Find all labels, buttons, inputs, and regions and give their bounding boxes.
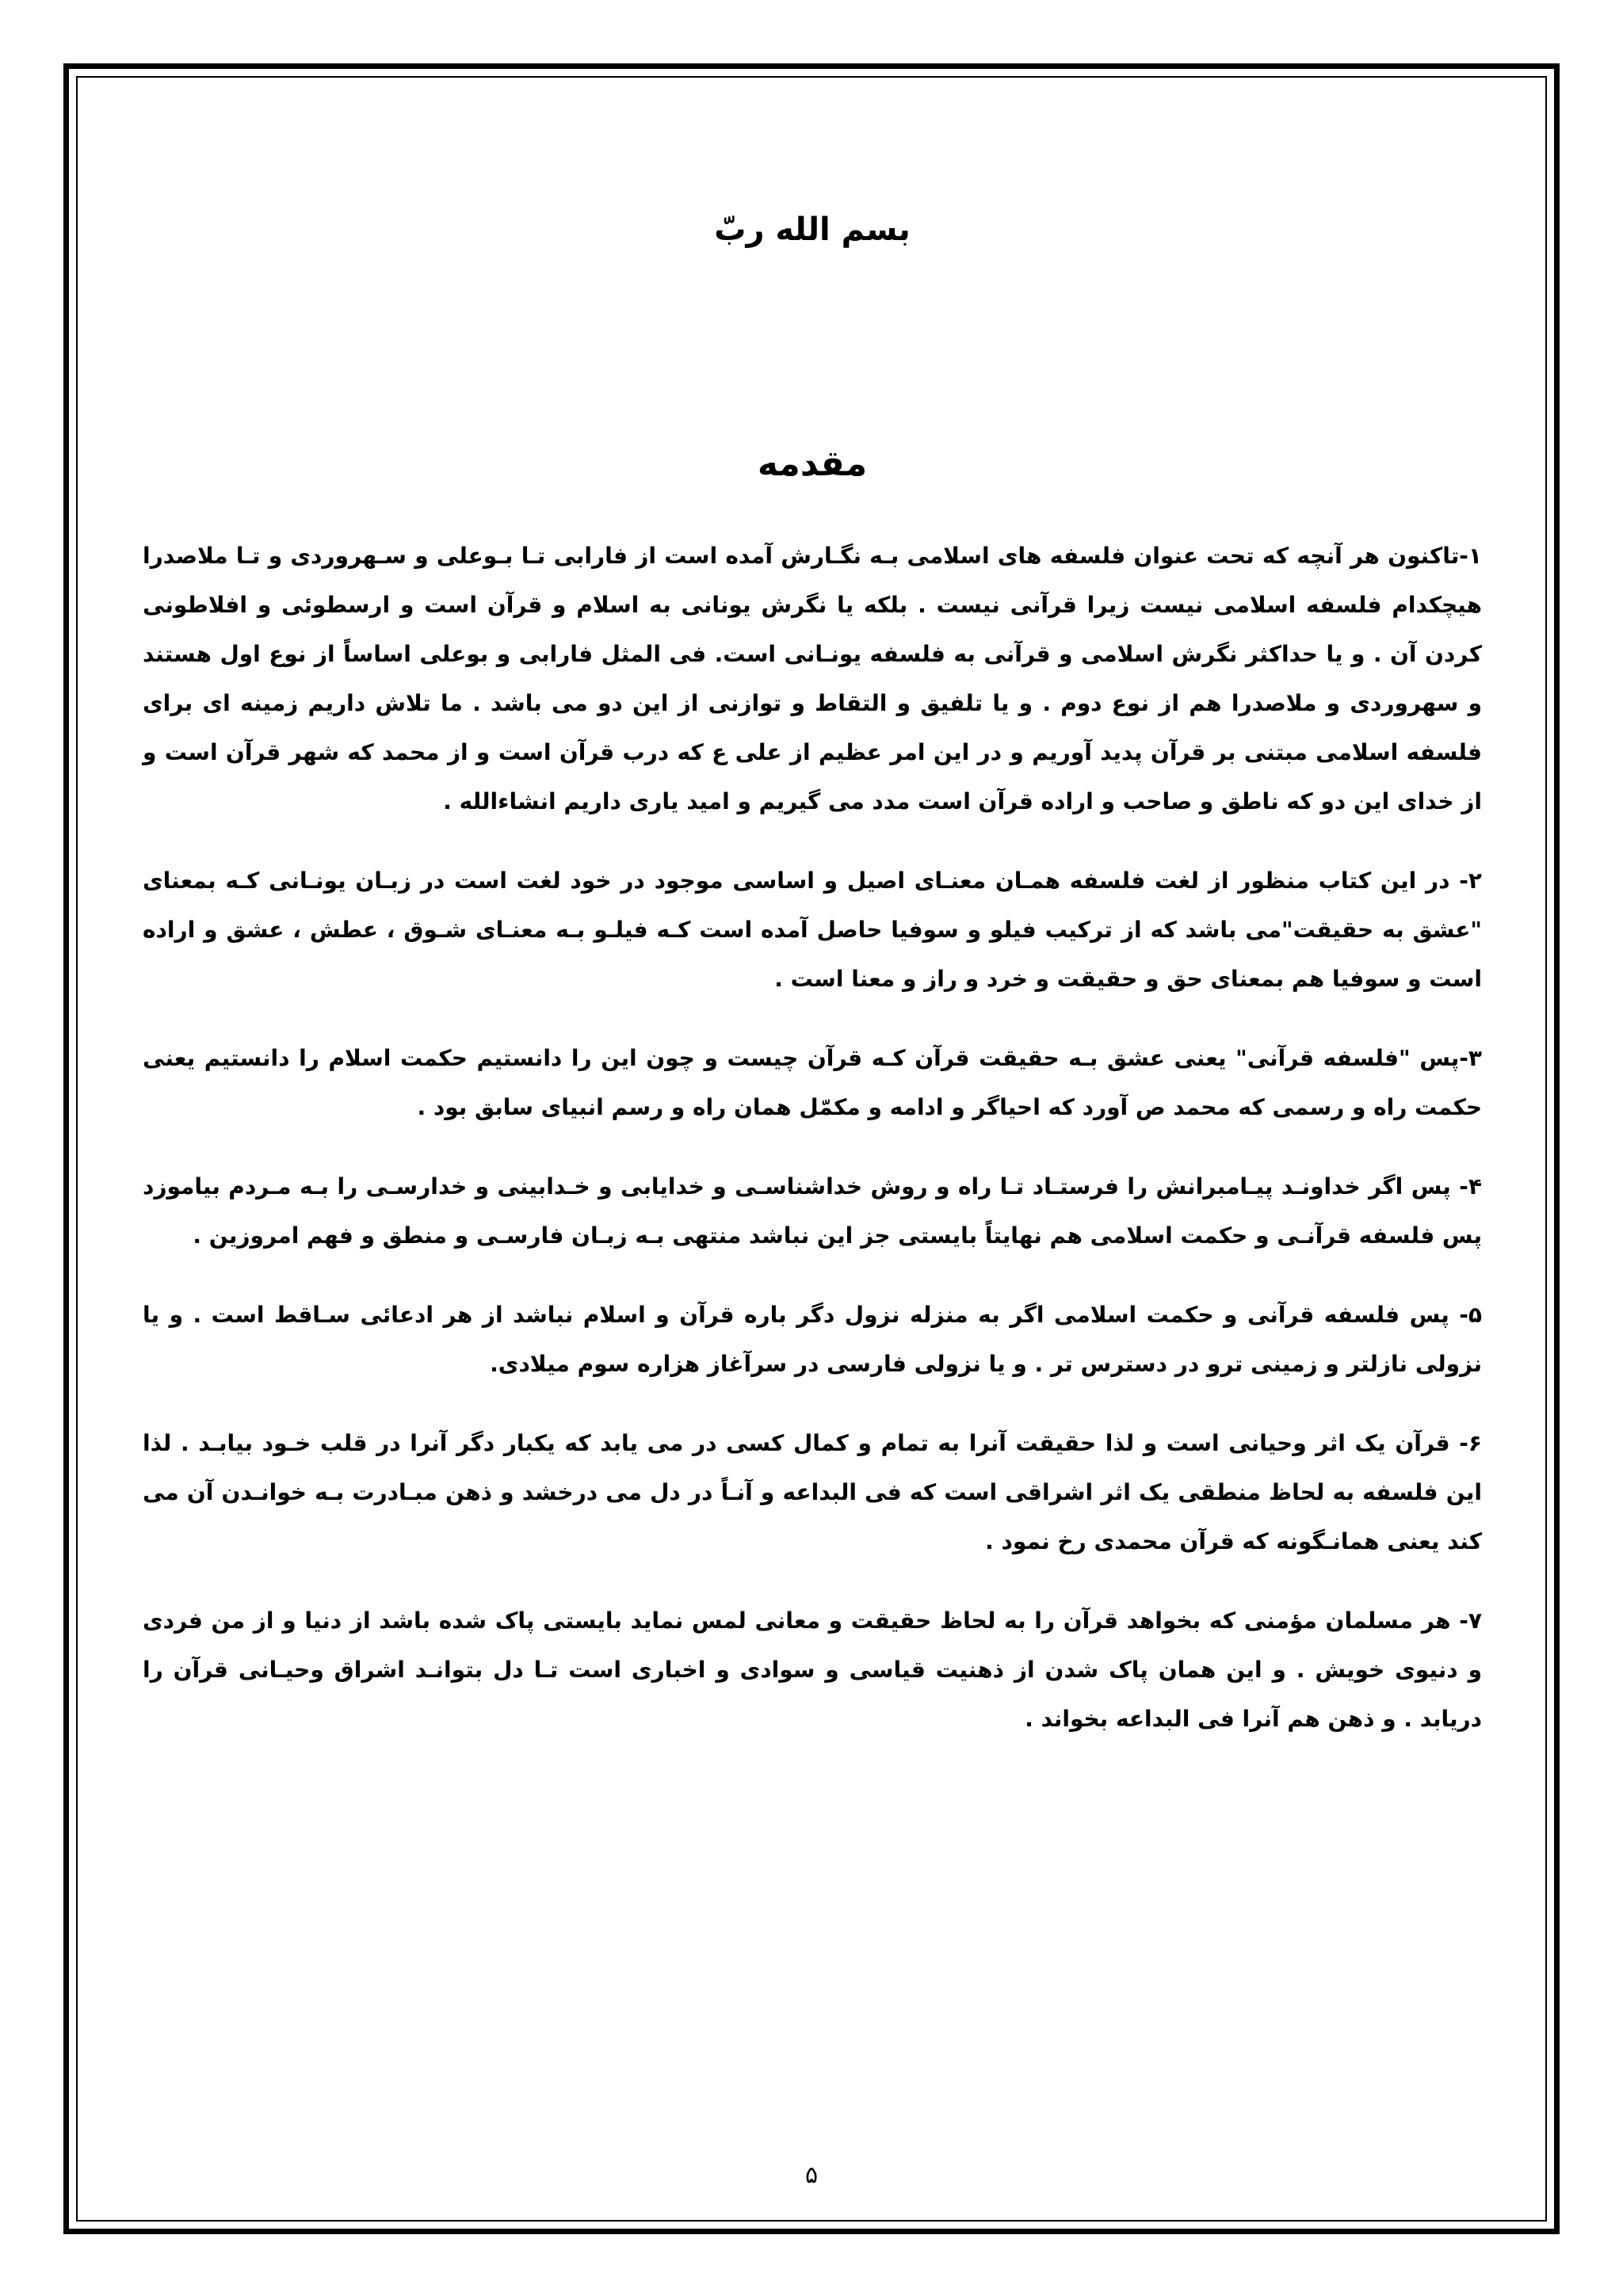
- paragraph-7: ۷- هر مسلمان مؤمنی که بخواهد قرآن را به لحاظ حقیقت و معانی لمس نماید بایستی پاک شده باشد از دنیا و از من فردی و دنیوی خویش . و این همان پاک شدن از ذهنیت قیاسی و سوادی و اخباری است تـا دل بتوانـد اشراق وحیـانی قرآن را دریابد . و ذهن هم آنرا فی البداعه بخواند .: [143, 1607, 1482, 1732]
- paragraph-6: ۶- قرآن یک اثر وحیانی است و لذا حقیقت آنرا به تمام و کمال کسی در می یابد که یکبار دگر آنرا در قلب خـود بیابـد . لذا این فلسفه به لحاظ منطقی یک اثر اشراقی است که فی البداعه و آنـاً در دل می درخشد و ذهن مبـادرت بـه خوانـدن آن می کند یعنی همانـگونه که قرآن محمدی رخ نمود .: [143, 1429, 1482, 1554]
- paragraph-1: ۱-تاکنون هر آنچه که تحت عنوان فلسفه های اسلامی بـه نگـارش آمده است از فارابی تـا بـوعلی و سـهروردی و تـا ملاصدرا هیچکدام فلسفه اسلامی نیست زیرا قرآنی نیست . بلکه یا نگرش یونانی به اسلام و قرآن است و ارسطوئی و افلاطونی کردن آن . و یا حداکثر نگرش اسلامی و قرآنی به فلسفه یونـانی است. فی المثل فارابی و بوعلی اساساً از نوع اول هستند و سهروردی و ملاصدرا هم از نوع دوم . و یا تلفیق و التقاط و توازنی از این دو می باشد . ما تلاش داریم زمینه ای برای فلسفه اسلامی مبتنی بر قرآن پدید آوریم و در این امر عظیم از علی ع که درب قرآن است و از محمد که شهر قرآن است و از خدای این دو که ناطق و صاحب و اراده قرآن است مدد می گیریم و امید یاری داریم انشاءالله .: [143, 542, 1482, 814]
- section-title: مقدمه: [757, 444, 868, 484]
- paragraph-5: ۵- پس فلسفه قرآنی و حکمت اسلامی اگر به منزله نزول دگر باره قرآن و اسلام نباشد از هر ادعائی سـاقط است . و یا نزولی نازلتر و زمینی ترو در دسترس تر . و یا نزولی فارسی در سرآغاز هزاره سوم میلادی.: [143, 1301, 1482, 1377]
- bismillah-heading: بسم الله ربّ: [714, 212, 911, 248]
- paragraph-list: [143, 532, 1482, 1744]
- page-content: [143, 76, 1482, 1774]
- paragraph-4: ۴- پس اگر خداونـد پیـامبرانش را فرستـاد تـا راه و روش خداشناسـی و خدایابی و خـدابینی و خدارسـی را بـه مـردم بیاموزد پس فلسفه قرآنـی و حکمت اسلامی هم نهایتاً بایستی جز این نباشد منتهی بـه زبـان فارسـی و منطق و فهم امروزین .: [143, 1173, 1482, 1249]
- paragraph-2: ۲- در این کتاب منظور از لغت فلسفه همـان معنـای اصیل و اساسی موجود در خود لغت است در زبـان یونـانی کـه بمعنای "عشق به حقیقت"می باشد که از ترکیب فیلو و سوفیا حاصل آمده است کـه فیلـو بـه معنـای شـوق ، عطش ، عشق و اراده است و سوفیا هم بمعنای حق و حقیقت و خرد و راز و معنا است .: [143, 867, 1482, 992]
- page-number: ۵: [804, 2161, 819, 2189]
- paragraph-3: ۳-پس "فلسفه قرآنی" یعنی عشق بـه حقیقت قرآن کـه قرآن چیست و چون این را دانستیم حکمت اسلام را دانستیم یعنی حکمت راه و رسمی که محمد ص آورد که احیاگر و ادامه و مکمّل همان راه و رسم انبیای سابق بود .: [143, 1044, 1482, 1120]
